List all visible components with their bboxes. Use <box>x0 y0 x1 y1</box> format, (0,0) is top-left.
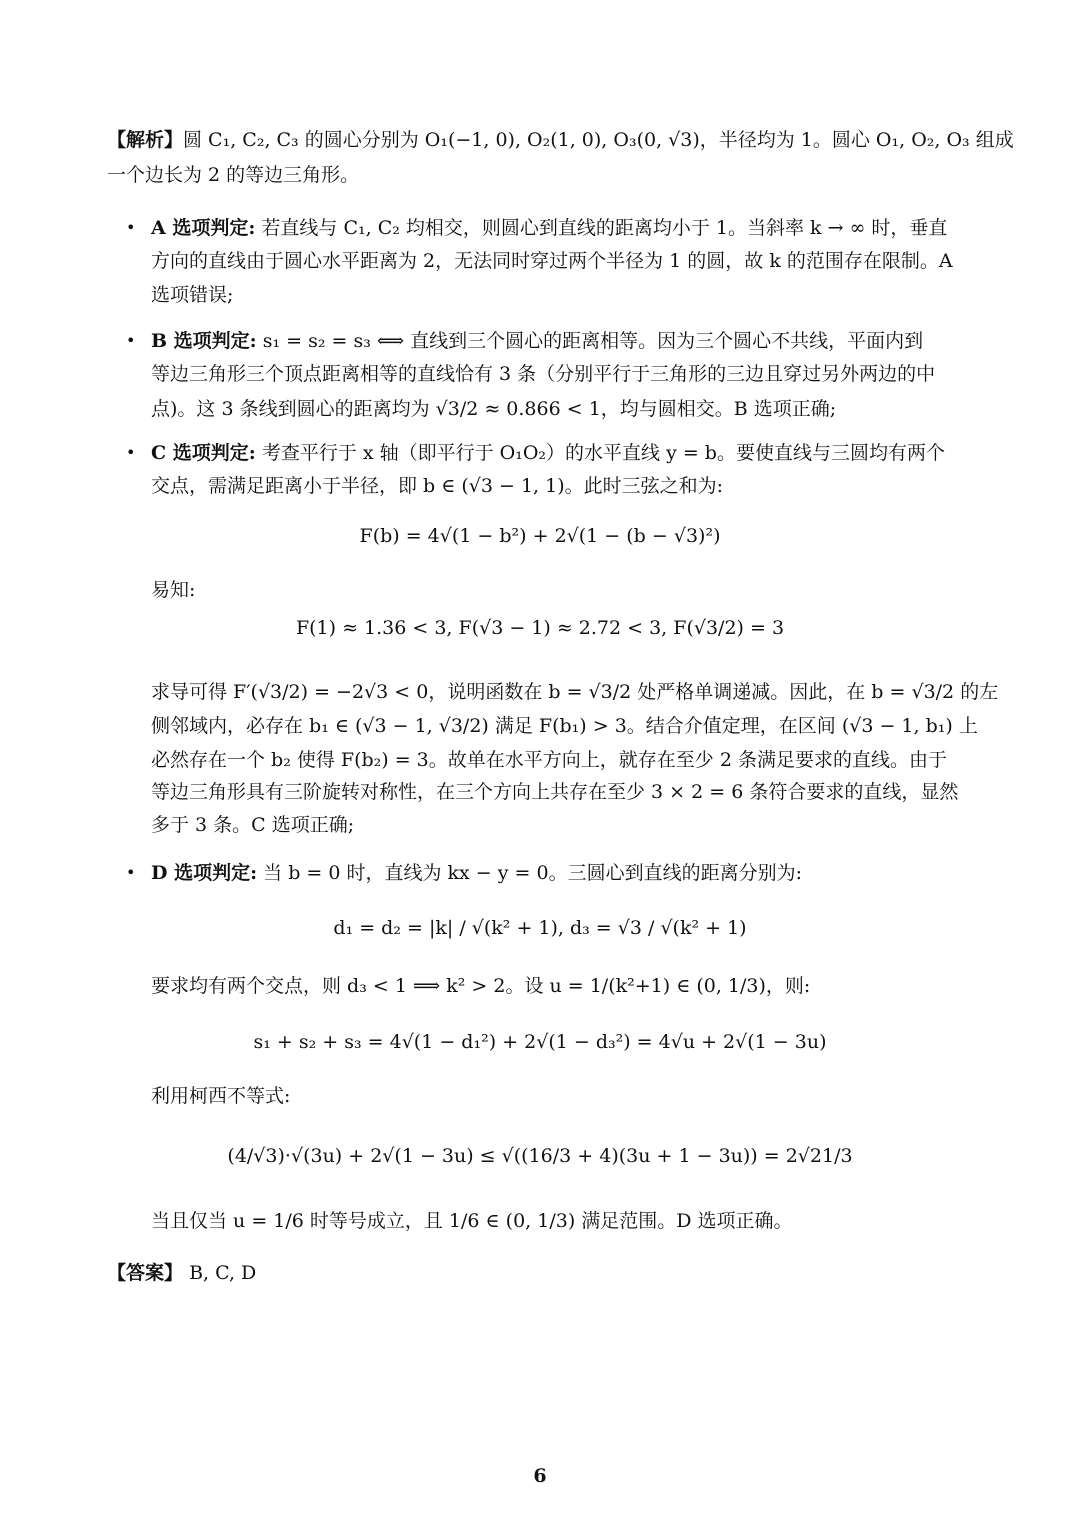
option-b-line-2: 等边三角形三个顶点距离相等的直线恰有 3 条（分别平行于三角形的三边且穿过另外两边的中 <box>151 363 936 385</box>
option-a-head: A 选项判定: <box>151 217 256 239</box>
option-b-line-3: 点)。这 3 条线到圆心的距离均为 √3/2 ≈ 0.866 < 1，均与圆相交。B 选项正确; <box>151 398 837 420</box>
option-c-line-7: 多于 3 条。C 选项正确; <box>151 814 355 836</box>
bullet-b: • <box>126 331 136 350</box>
option-c-equation-1: F(b) = 4√(1 − b²) + 2√(1 − (b − √3)²) <box>359 525 721 547</box>
option-c-equation-2: F(1) ≈ 1.36 < 3, F(√3 − 1) ≈ 2.72 < 3, F(√3/2) = 3 <box>295 617 785 639</box>
option-a-line-1 <box>151 212 947 244</box>
bullet-d: • <box>126 863 136 882</box>
option-b-head: B 选项判定: <box>151 330 257 352</box>
option-c-line-2: 交点，需满足距离小于半径，即 b ∈ (√3 − 1, 1)。此时三弦之和为: <box>151 475 724 497</box>
option-d-line-1 <box>151 857 802 889</box>
option-a-line-3: 选项错误; <box>151 284 234 306</box>
option-c-head: C 选项判定: <box>151 442 256 464</box>
option-b-line-1 <box>151 325 923 357</box>
bullet-c: • <box>126 443 136 462</box>
answer-value: B, C, D <box>189 1262 257 1284</box>
option-c-line-4: 侧邻域内，必存在 b₁ ∈ (√3 − 1, √3/2) 满足 F(b₁) > 3。结合介值定理，在区间 (√3 − 1, b₁) 上 <box>151 715 978 737</box>
option-a-line-2: 方向的直线由于圆心水平距离为 2，无法同时穿过两个半径为 1 的圆，故 k 的范围存在限制。A <box>151 250 953 272</box>
answer-line <box>107 1257 256 1289</box>
option-c-line-5: 必然存在一个 b₂ 使得 F(b₂) = 3。故单在水平方向上，就存在至少 2 条满足要求的直线。由于 <box>151 749 947 771</box>
option-c-line-6: 等边三角形具有三阶旋转对称性，在三个方向上共存在至少 3 × 2 = 6 条符合要求的直线，显然 <box>151 781 959 803</box>
analysis-line-1 <box>107 124 1014 156</box>
option-d-text-1: 当 b = 0 时，直线为 kx − y = 0。三圆心到直线的距离分别为: <box>263 862 802 884</box>
analysis-label: 【解析】 <box>107 129 184 151</box>
option-d-equation-1: d₁ = d₂ = |k| / √(k² + 1), d₃ = √3 / √(k² + 1) <box>333 917 747 939</box>
option-d-note: 利用柯西不等式: <box>151 1085 291 1107</box>
answer-label: 【答案】 <box>107 1262 184 1284</box>
option-c-note: 易知: <box>151 579 196 601</box>
analysis-line-2: 一个边长为 2 的等边三角形。 <box>107 164 360 186</box>
option-c-line-3: 求导可得 F′(√3/2) = −2√3 < 0，说明函数在 b = √3/2 处严格单调递减。因此，在 b = √3/2 的左 <box>151 681 999 703</box>
option-d-line-2: 要求均有两个交点，则 d₃ < 1 ⟹ k² > 2。设 u = 1/(k²+1) ∈ (0, 1/3)，则: <box>151 975 811 997</box>
option-d-equation-2: s₁ + s₂ + s₃ = 4√(1 − d₁²) + 2√(1 − d₃²) = 4√u + 2√(1 − 3u) <box>253 1031 827 1053</box>
option-d-head: D 选项判定: <box>151 862 258 884</box>
option-c-line-1 <box>151 437 945 469</box>
page-number: 6 <box>533 1465 547 1487</box>
analysis-text-1: 圆 C₁, C₂, C₃ 的圆心分别为 O₁(−1, 0), O₂(1, 0), O₃(0, √3)，半径均为 1。圆心 O₁, O₂, O₃ 组成 <box>183 129 1014 151</box>
option-a-text-1: 若直线与 C₁, C₂ 均相交，则圆心到直线的距离均小于 1。当斜率 k → ∞ 时，垂直 <box>261 217 948 239</box>
option-d-line-3: 当且仅当 u = 1/6 时等号成立，且 1/6 ∈ (0, 1/3) 满足范围。D 选项正确。 <box>151 1210 793 1232</box>
option-d-equation-3: (4/√3)·√(3u) + 2√(1 − 3u) ≤ √((16/3 + 4)(3u + 1 − 3u)) = 2√21/3 <box>227 1145 853 1167</box>
option-b-text-1: s₁ = s₂ = s₃ ⟺ 直线到三个圆心的距离相等。因为三个圆心不共线，平面内到 <box>262 330 924 352</box>
bullet-a: • <box>126 218 136 237</box>
option-c-text-1: 考查平行于 x 轴（即平行于 O₁O₂）的水平直线 y = b。要使直线与三圆均有两个 <box>261 442 945 464</box>
